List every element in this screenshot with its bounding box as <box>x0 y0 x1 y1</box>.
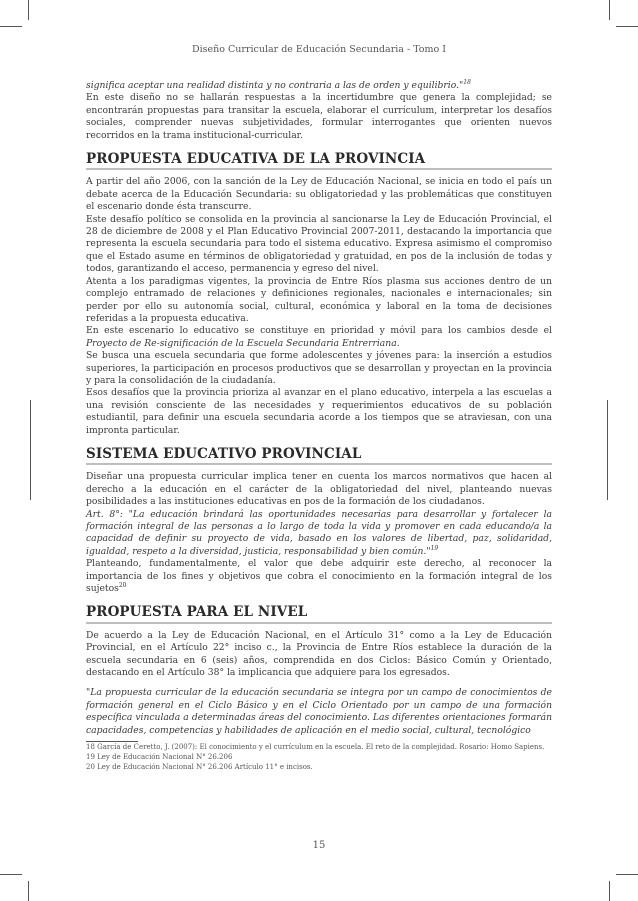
footnote: 20 Ley de Educación Nacional N° 26.206 Artículo 11° e incisos. <box>86 763 313 772</box>
crop-mark <box>28 881 29 901</box>
running-header: Diseño Curricular de Educación Secundaria - Tomo I <box>191 44 447 55</box>
crop-mark <box>607 400 608 500</box>
crop-mark <box>0 26 22 27</box>
body-paragraph: Atenta a los paradigmas vigentes, la provincia de Entre Ríos plasma sus acciones dentro de un complejo entramado de relaciones y definiciones regionales, nacionales e internacionales; sin perder por ello su autonomía social, cultural, económica y laboral en la toma de decisiones referidas a la propuesta educativa. <box>86 275 552 324</box>
crop-mark <box>616 26 638 27</box>
footnote: 19 Ley de Educación Nacional N° 26.206 <box>86 753 233 762</box>
body-paragraph: Diseñar una propuesta curricular implica tener en cuenta los marcos normativos que hacen al derecho a la educación en el carácter de la obligatoriedad del nivel, planteando nuevas posibilidades a las instituciones educativas en pos de la formación de los ciudadanos. <box>86 471 552 508</box>
body-text: Planteando, fundamentalmente, el valor que debe adquirir este derecho, al reconocer la importancia de los fines y objetivos que cobra el conocimiento en la formación integral de los sujetos <box>86 558 552 595</box>
section-heading: PROPUESTA PARA EL NIVEL <box>86 606 552 623</box>
footnote: 18 García de Ceretto, J. (2007): El conocimiento y el currículum en la escuela. El reto de la complejidad. Rosario: Homo Sapiens. <box>86 743 545 752</box>
footnote-ref: 20 <box>118 581 127 589</box>
body-paragraph: Este desafío político se consolida en la provincia al sancionarse la Ley de Educación Provincial, el 28 de diciembre de 2008 y el Plan Educativo Provincial 2007-2011, destacando la importancia que representa la escuela secundaria para todo el sistema educativo. Expresa asimismo el compromiso que el Estado asume en términos de obligatoriedad y gratuidad, en pos de la inclusión de todas y todos, garantizando el acceso, permanencia y egreso del nivel. <box>86 213 552 275</box>
body-paragraph: Esos desafíos que la provincia prioriza al avanzar en el plano educativo, interpela a las escuelas a una revisión consciente de las necesidades y requerimientos educativos de su población estudiantil, para definir una escuela secundaria acorde a los tiempos que se atraviesan, con una impronta particular. <box>86 387 552 436</box>
section-heading: PROPUESTA EDUCATIVA DE LA PROVINCIA <box>86 153 552 170</box>
body-paragraph: Se busca una escuela secundaria que forme adolescentes y jóvenes para: la inserción a estudios superiores, la participación en procesos productivos que se desarrollan y proyectan en la provincia y para la consolidación de la ciudadanía. <box>86 350 552 386</box>
footnote-ref: 19 <box>430 544 439 552</box>
body-text: . <box>396 337 400 349</box>
project-title: Proyecto de Re-significación de la Escuela Secundaria Entrerriana <box>86 337 397 349</box>
body-paragraph <box>86 325 552 350</box>
crop-mark <box>30 400 31 500</box>
page-number: 15 <box>312 840 326 851</box>
crop-mark <box>616 874 638 875</box>
crop-mark <box>609 0 610 20</box>
body-paragraph <box>86 558 552 595</box>
article-quote <box>86 509 552 559</box>
intro-paragraph: En este diseño no se hallarán respuestas a la incertidumbre que genera la complejidad; se encontrarán propuestas para transitar la escuela, elaborar el currículum, interpretar los desafíos sociales, comprender nuevas subjetividades, formular interrogantes que orienten nuevos recorridos en la trama institucional-curricular. <box>86 92 552 141</box>
intro-paragraph <box>86 80 552 92</box>
curricular-quote: "La propuesta curricular de la educación secundaria se integra por un campo de conocimientos de formación general en el Ciclo Básico y en el Ciclo Orientado por un campo de una formación específica vinculada a determinadas áreas del conocimiento. Las diferentes orientaciones formarán capacidades, competencias y habilidades de aplicación en el medio social, cultural, tecnológico <box>86 687 552 736</box>
body-paragraph: A partir del año 2006, con la sanción de la Ley de Educación Nacional, se inicia en todo el país un debate acerca de la Educación Secundaria: su obligatoriedad y las problemáticas que constituyen el escenario donde ésta transcurre. <box>86 176 552 213</box>
footnote-ref: 18 <box>463 78 471 86</box>
crop-mark <box>609 881 610 901</box>
intro-quote-text: significa aceptar una realidad distinta y no contraria a las de orden y equilibrio." <box>86 80 464 91</box>
crop-mark <box>0 874 22 875</box>
crop-mark <box>28 0 29 20</box>
section-heading: SISTEMA EDUCATIVO PROVINCIAL <box>86 448 552 465</box>
body-paragraph: De acuerdo a la Ley de Educación Nacional, en el Artículo 31° como a la Ley de Educación Provincial, en el Artículo 22° inciso c., la Provincia de Entre Ríos establece la duración de la escuela secundaria en 6 (seis) años, comprendida en dos Ciclos: Básico Común y Orientado, destacando en el Artículo 38° la implicancia que adquiere para los egresados. <box>86 629 552 679</box>
body-text: En este escenario lo educativo se constituye en prioridad y móvil para los cambios desde el <box>86 325 552 337</box>
article-quote-text: Art. 8°: "La educación brindará las oportunidades necesarias para desarrollar y fortalecer la formación integral de las personas a lo largo de toda la vida y promover en cada educando/a la capacidad de definir su proyecto de vida, basado en los valores de libertad, paz, solidaridad, igualdad, respeto a la diversidad, justicia, responsabilidad y bien común." <box>86 508 552 557</box>
page-content <box>86 80 552 772</box>
